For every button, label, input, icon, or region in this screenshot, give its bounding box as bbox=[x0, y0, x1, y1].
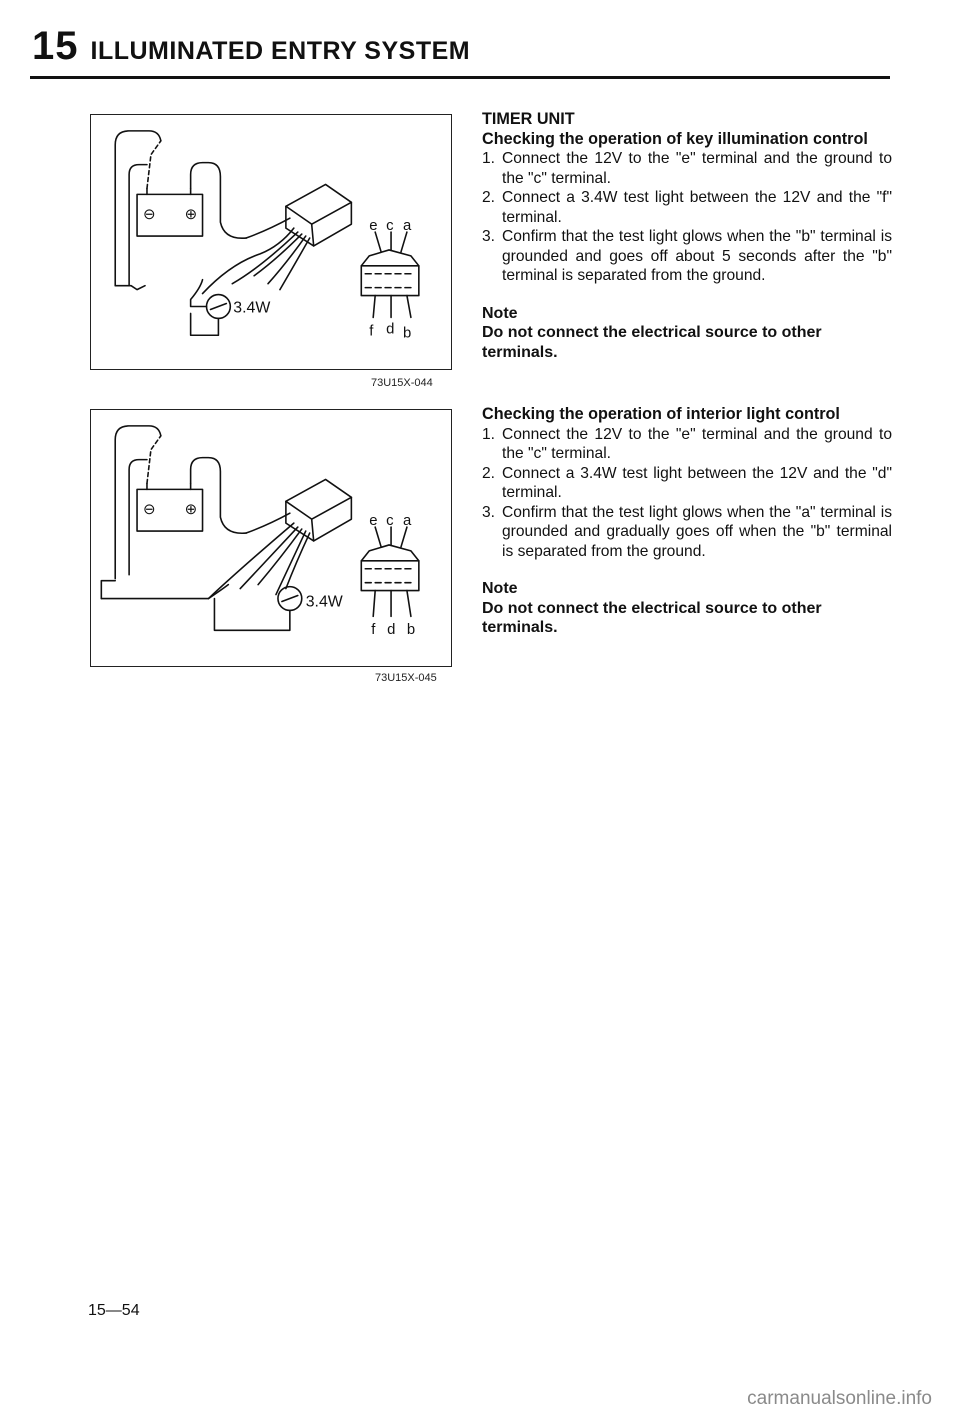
chapter-number: 15 bbox=[32, 24, 79, 68]
terminal-label: d bbox=[387, 622, 396, 639]
terminal-label: d bbox=[386, 321, 395, 338]
figure-code: 73U15X-045 bbox=[375, 672, 437, 684]
step-list bbox=[482, 425, 892, 562]
step-number: 3. bbox=[482, 503, 496, 521]
step-number: 3. bbox=[482, 228, 496, 245]
note-text: Do not connect the electrical source to other terminals. bbox=[482, 324, 822, 361]
step-text: Confirm that the test light glows when the "a" terminal is grounded and gradually goes off when the "b" terminal is separated from the ground. bbox=[502, 503, 892, 560]
figure-interior-light bbox=[90, 409, 452, 667]
section-interior-light bbox=[482, 405, 892, 638]
section-title: TIMER UNIT bbox=[482, 110, 575, 128]
step-number: 2. bbox=[482, 464, 496, 482]
step-number: 2. bbox=[482, 189, 496, 206]
list-item bbox=[482, 503, 892, 562]
section-subtitle: Checking the operation of key illumination control bbox=[482, 129, 868, 148]
bulb-label: 3.4W bbox=[305, 593, 343, 611]
terminal-label: b bbox=[402, 325, 412, 342]
chapter-title: ILLUMINATED ENTRY SYSTEM bbox=[90, 37, 471, 65]
terminal-label: f bbox=[371, 622, 376, 639]
bulb-label: 3.4W bbox=[233, 299, 271, 317]
terminal-label: a bbox=[402, 513, 412, 530]
header-rule bbox=[30, 76, 890, 79]
battery-minus-icon: ⊖ bbox=[143, 207, 156, 224]
terminal-label: b bbox=[406, 622, 416, 639]
terminal-label: c bbox=[386, 513, 394, 530]
note-title: Note bbox=[482, 304, 518, 322]
step-text: Connect the 12V to the "e" terminal and the ground to the "c" terminal. bbox=[502, 150, 892, 187]
wiring-diagram-2 bbox=[91, 410, 451, 666]
section-subtitle: Checking the operation of interior light control bbox=[482, 405, 840, 423]
battery-plus-icon: ⊕ bbox=[184, 502, 198, 519]
terminal-label: e bbox=[369, 513, 378, 530]
figure-key-illumination bbox=[90, 114, 452, 370]
page-number: 15—54 bbox=[88, 1302, 140, 1319]
terminal-label: c bbox=[386, 218, 394, 235]
step-text: Connect a 3.4W test light between the 12V and the "d" terminal. bbox=[502, 464, 892, 501]
battery-minus-icon: ⊖ bbox=[143, 502, 156, 519]
list-item bbox=[482, 149, 892, 188]
step-number: 1. bbox=[482, 425, 496, 443]
step-list bbox=[482, 149, 892, 286]
step-text: Connect a 3.4W test light between the 12V and the "f" terminal. bbox=[502, 189, 892, 226]
section-key-illumination bbox=[482, 110, 892, 362]
note-title: Note bbox=[482, 580, 518, 597]
list-item bbox=[482, 188, 892, 227]
note-text: Do not connect the electrical source to other terminals. bbox=[482, 599, 822, 636]
terminal-label: a bbox=[402, 218, 412, 235]
wiring-diagram-1 bbox=[91, 115, 451, 369]
list-item bbox=[482, 464, 892, 503]
battery-plus-icon: ⊕ bbox=[184, 207, 198, 224]
figure-code: 73U15X-044 bbox=[371, 377, 433, 389]
step-text: Confirm that the test light glows when the "b" terminal is grounded and goes off about 5 seconds after the "b" terminal is separated from the ground. bbox=[502, 228, 892, 284]
watermark: carmanualsonline.info bbox=[747, 1388, 932, 1409]
page-header bbox=[32, 26, 470, 66]
step-text: Connect the 12V to the "e" terminal and the ground to the "c" terminal. bbox=[502, 425, 892, 462]
list-item bbox=[482, 425, 892, 464]
terminal-label: e bbox=[369, 218, 378, 235]
step-number: 1. bbox=[482, 150, 496, 167]
terminal-label: f bbox=[369, 323, 374, 340]
list-item bbox=[482, 227, 892, 286]
